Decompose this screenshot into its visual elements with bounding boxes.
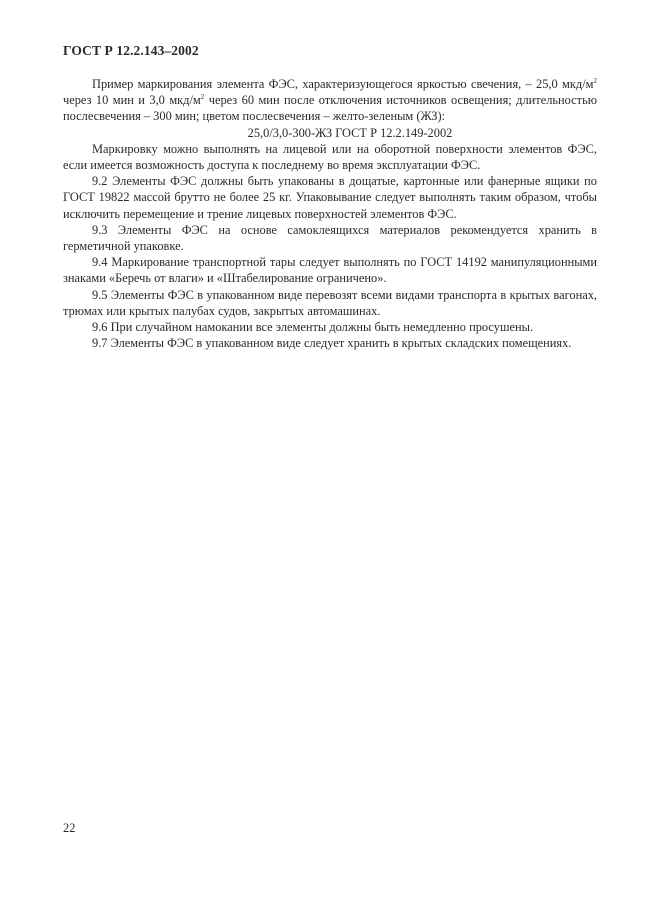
example-text-part3: через 60 мин после отключения источников освещения; длительностью послесвечения – 300 мин; цветом послесвечения – желто-зеленым (ЖЗ): [63,93,597,124]
paragraph-9-7: 9.7 Элементы ФЭС в упакованном виде следует хранить в крытых складских помещениях. [92,336,572,351]
paragraph-9-6: 9.6 При случайном намокании все элементы должны быть немедленно просушены. [92,320,534,335]
paragraph-9-4: 9.4 Маркирование транспортной тары следует выполнять по ГОСТ 14192 манипуляционными знаками «Беречь от влаги» и «Штабелирование ограничено». [63,255,597,286]
paragraph-9-5: 9.5 Элементы ФЭС в упакованном виде перевозят всеми видами транспорта в крытых вагонах, трюмах или крытых палубах судов, закрытых автомашинах. [63,287,597,318]
marking-example-paragraph [63,76,597,125]
paragraph-marking-surface: Маркировку можно выполнять на лицевой или на оборотной поверхности элементов ФЭС, если имеется возможность доступа к последнему во время эксплуатации ФЭС. [63,141,597,173]
document-body [63,76,597,351]
page-number: 22 [63,821,76,835]
paragraph-9-3: 9.3 Элементы ФЭС на основе самоклеящихся материалов рекомендуется хранить в герметичной упаковке. [63,222,597,254]
example-text-part1: Пример маркирования элемента ФЭС, характеризующегося яркостью свечения, – 25,0 мкд/м [92,77,594,91]
superscript-squared: 2 [200,93,205,102]
document-header: ГОСТ Р 12.2.143–2002 [63,43,199,58]
paragraph-9-2: 9.2 Элементы ФЭС должны быть упакованы в дощатые, картонные или фанерные ящики по ГОСТ 19822 массой брутто не более 25 кг. Упаковывание следует выполнять таким образом, чтобы исключить перемещение и трение лицевых поверхностей элементов ФЭС. [63,174,597,221]
example-text-part2: через 10 мин и 3,0 мкд/м [63,93,201,108]
superscript-squared: 2 [593,77,597,85]
marking-code: 25,0/3,0-300-ЖЗ ГОСТ Р 12.2.149-2002 [247,125,453,140]
